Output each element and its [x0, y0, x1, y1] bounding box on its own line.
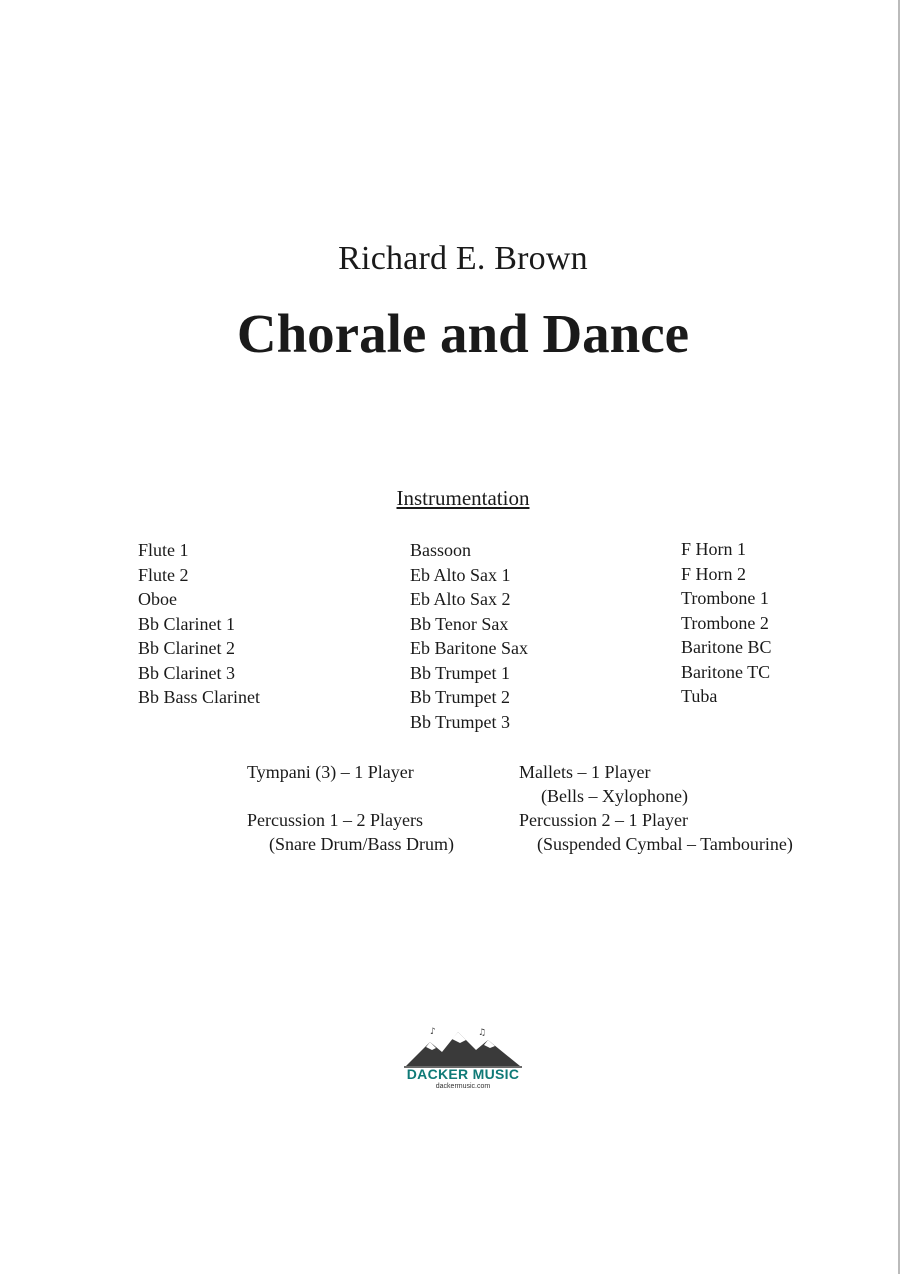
instrument-item: F Horn 1: [681, 539, 747, 559]
instrument-item: Bb Trumpet 1: [410, 662, 511, 683]
piece-title: Chorale and Dance: [236, 303, 690, 364]
publisher-logo: [400, 1026, 526, 1098]
composer-name: Richard E. Brown: [338, 240, 588, 277]
instrument-item: Trombone 2: [681, 612, 769, 633]
instrument-column-reeds-trumpets: [410, 538, 528, 734]
instrument-column-brass: [681, 537, 772, 709]
instrument-item: Eb Baritone Sax: [410, 638, 528, 658]
instrument-item: Bb Clarinet 3: [138, 662, 235, 683]
instrument-item: Bassoon: [410, 540, 472, 560]
mallets-label: Mallets – 1 Player: [519, 762, 651, 782]
instrumentation-heading: Instrumentation: [396, 486, 530, 510]
instrument-item: Baritone BC: [681, 637, 772, 657]
tympani-label: Tympani (3) – 1 Player: [247, 762, 414, 782]
instrument-item: Eb Alto Sax 1: [410, 564, 511, 585]
percussion-2-detail: (Suspended Cymbal – Tambourine): [537, 834, 793, 854]
svg-text:♪: ♪: [430, 1027, 436, 1037]
instrument-item: Tuba: [681, 686, 718, 706]
instrument-item: Trombone 1: [681, 588, 769, 608]
svg-text:♫: ♫: [478, 1028, 487, 1038]
instrument-item: Bb Clarinet 1: [138, 613, 235, 634]
publisher-name: DACKER MUSIC: [406, 1066, 520, 1082]
percussion-2-entry: [519, 808, 793, 856]
instrument-item: Oboe: [138, 589, 177, 609]
publisher-url: dackermusic.com: [435, 1083, 491, 1090]
percussion-1-label: Percussion 1 – 2 Players: [247, 810, 423, 830]
instrument-item: Bb Tenor Sax: [410, 613, 509, 634]
tympani-entry: [247, 760, 414, 784]
instrument-item: Flute 1: [138, 540, 189, 560]
mallets-detail: (Bells – Xylophone): [541, 786, 688, 806]
instrument-item: Baritone TC: [681, 661, 771, 682]
percussion-1-entry: [247, 808, 454, 856]
instrument-item: Bb Bass Clarinet: [138, 687, 260, 707]
instrument-item: Bb Trumpet 3: [410, 711, 511, 732]
instrument-item: Bb Clarinet 2: [138, 638, 235, 658]
mallets-entry: [519, 760, 688, 808]
percussion-1-detail: (Snare Drum/Bass Drum): [269, 834, 454, 854]
instrument-item: Eb Alto Sax 2: [410, 589, 511, 609]
percussion-2-label: Percussion 2 – 1 Player: [519, 810, 688, 830]
instrument-column-woodwinds: [138, 538, 260, 710]
instrument-item: F Horn 2: [681, 563, 747, 584]
instrument-item: Flute 2: [138, 564, 189, 585]
mountain-logo-icon: [400, 1026, 526, 1068]
instrument-item: Bb Trumpet 2: [410, 687, 511, 707]
